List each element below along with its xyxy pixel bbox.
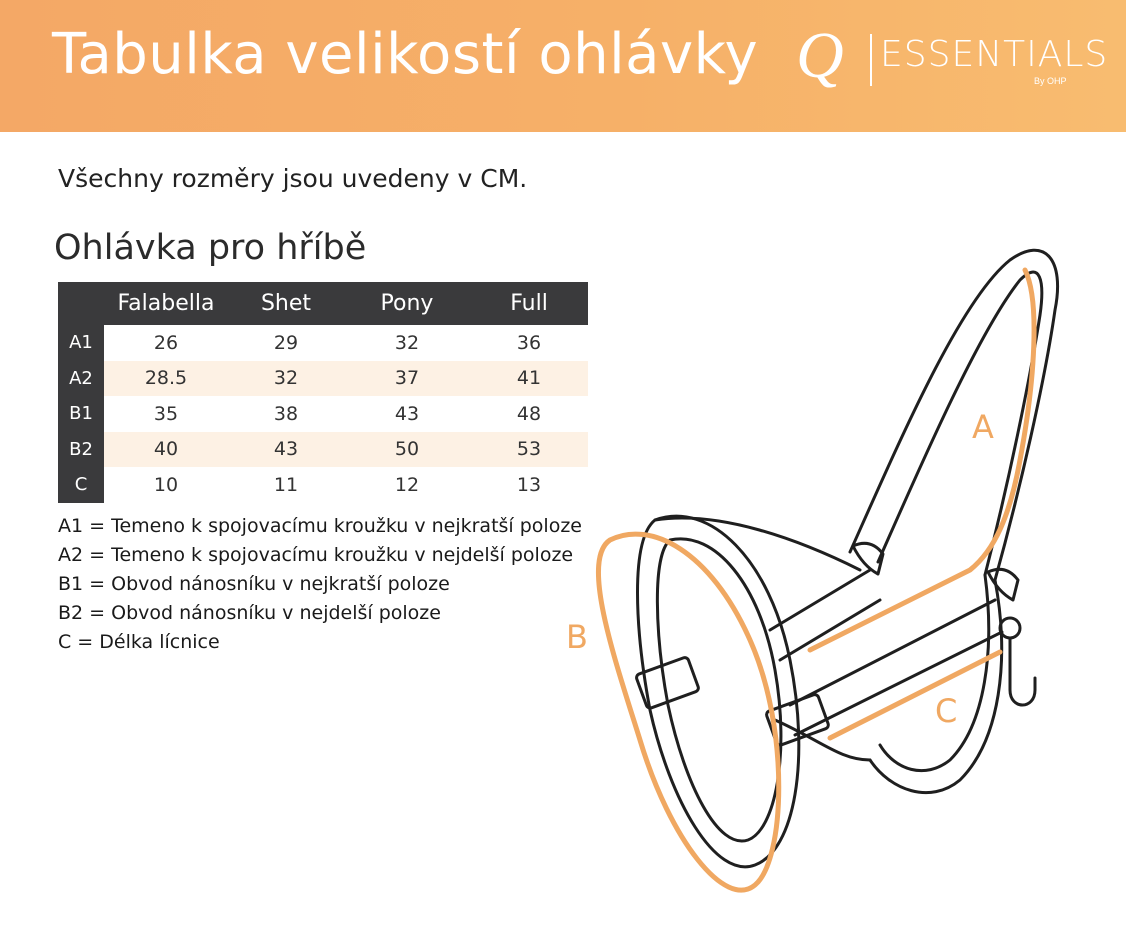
table-cell: 53 [470, 432, 588, 468]
table-cell: 11 [228, 467, 344, 503]
logo-q: Q [796, 19, 844, 92]
legend-item: A2 = Temeno k spojovacímu kroužku v nejdelší poloze [58, 544, 574, 566]
table-row [58, 467, 588, 503]
table-corner [58, 282, 104, 325]
label-a: A [972, 408, 994, 446]
column-header: Full [470, 282, 588, 325]
table-cell: 10 [104, 467, 228, 503]
table-cell: 32 [344, 325, 470, 361]
table-cell: 43 [344, 396, 470, 432]
table-cell: 35 [104, 396, 228, 432]
units-note: Všechny rozměry jsou uvedeny v CM. [58, 164, 528, 193]
measure-line-c [830, 652, 1000, 738]
table-cell: 41 [470, 361, 588, 397]
table-cell: 32 [228, 361, 344, 397]
row-label: B2 [58, 432, 104, 468]
row-label: A1 [58, 325, 104, 361]
legend-item: A1 = Temeno k spojovacímu kroužku v nejkratší poloze [58, 515, 582, 537]
table-cell: 29 [228, 325, 344, 361]
header-banner [0, 0, 1126, 132]
column-header: Pony [344, 282, 470, 325]
table-header-row [58, 282, 588, 325]
table-cell: 12 [344, 467, 470, 503]
table-cell: 13 [470, 467, 588, 503]
table-cell: 43 [228, 432, 344, 468]
legend [58, 512, 582, 657]
legend-item: B2 = Obvod nánosníku v nejdelší poloze [58, 602, 441, 624]
table-cell: 50 [344, 432, 470, 468]
table-row [58, 325, 588, 361]
table-cell: 40 [104, 432, 228, 468]
column-header: Shet [228, 282, 344, 325]
legend-item: C = Délka lícnice [58, 631, 220, 653]
logo-divider [870, 34, 872, 86]
row-label: A2 [58, 361, 104, 397]
label-c: C [935, 692, 958, 730]
logo-by: By OHP [1034, 76, 1067, 86]
table-cell: 28.5 [104, 361, 228, 397]
legend-item: B1 = Obvod nánosníku v nejkratší poloze [58, 573, 450, 595]
logo-text: ESSENTIALS [880, 34, 1109, 75]
table-cell: 38 [228, 396, 344, 432]
halter-outline [635, 250, 1057, 867]
brand-logo [796, 19, 1109, 106]
table-cell: 37 [344, 361, 470, 397]
table-cell: 26 [104, 325, 228, 361]
table-cell: 36 [470, 325, 588, 361]
table-cell: 48 [470, 396, 588, 432]
table-row [58, 432, 588, 468]
halter-diagram [540, 240, 1080, 920]
row-label: C [58, 467, 104, 503]
size-table [58, 282, 588, 503]
table-row [58, 361, 588, 397]
table-row [58, 396, 588, 432]
label-b: B [566, 618, 588, 656]
row-label: B1 [58, 396, 104, 432]
page-title: Tabulka velikostí ohlávky [52, 22, 759, 87]
table-title: Ohlávka pro hříbě [54, 228, 367, 268]
column-header: Falabella [104, 282, 228, 325]
